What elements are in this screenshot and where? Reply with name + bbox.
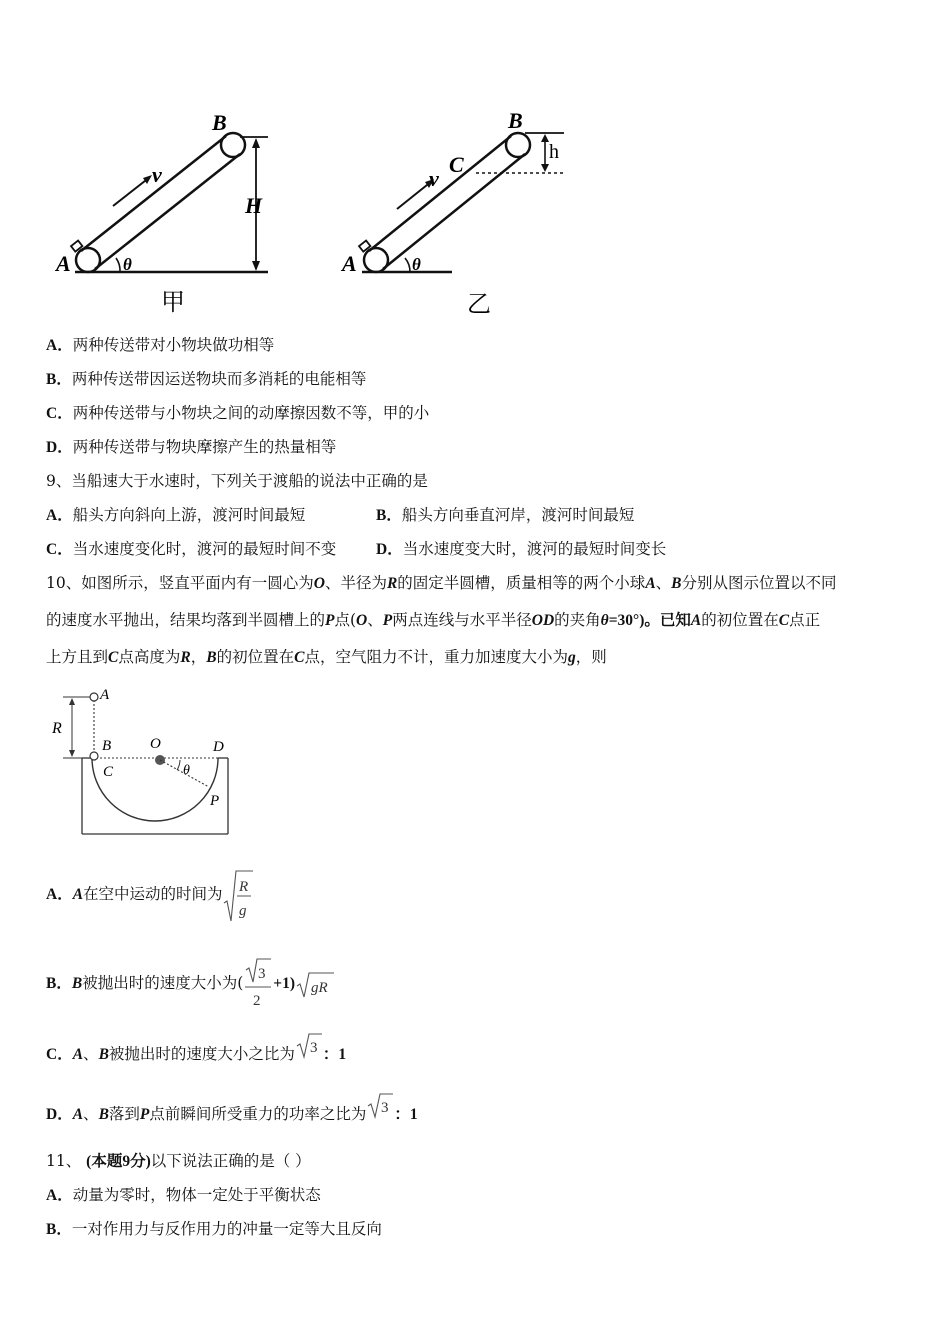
text: 分别从图示位置以不同 (681, 574, 837, 592)
text: 、 (367, 611, 383, 629)
option-letter: C． (46, 405, 73, 422)
q9-stem: 9、当船速大于水速时，下列关于渡船的说法中正确的是 (46, 472, 428, 490)
sqrt-3 (295, 1032, 323, 1077)
text: 两点连线与水平半径 (392, 611, 532, 629)
text: 、 (83, 1105, 99, 1123)
sqrt-3 (366, 1092, 394, 1137)
var: A (72, 886, 84, 903)
option-text: 两种传送带与小物块之间的动摩擦因数不等，甲的小 (72, 404, 430, 422)
sqrt-gr (295, 952, 335, 1016)
var: P (325, 612, 335, 629)
frac-num: 3 (258, 966, 266, 982)
q10-stem-line1 (46, 572, 837, 595)
rad-text: gR (311, 980, 328, 996)
fig-label-a: A (100, 687, 110, 703)
var: O (313, 575, 325, 592)
option-letter: C． (46, 541, 73, 558)
fig-label-p: P (210, 793, 220, 809)
option-letter: A． (46, 886, 73, 903)
label-h-jia: H (245, 193, 263, 218)
var: O (356, 612, 368, 629)
conveyor-yi (340, 108, 564, 318)
var: C (294, 649, 305, 666)
q10-option-d (46, 1092, 418, 1136)
option-letter: B． (46, 1221, 72, 1238)
q8-option-d (46, 436, 336, 459)
q10-stem-line2 (46, 609, 820, 632)
rad-text: 3 (309, 1040, 318, 1056)
label-small-h-yi: h (549, 141, 559, 163)
frac-den: g (238, 903, 247, 919)
q10-stem-line3 (46, 646, 607, 669)
label-b-jia: B (212, 110, 227, 135)
text: 、 (655, 574, 672, 592)
var: A (645, 575, 656, 592)
caption-yi: 乙 (467, 292, 491, 318)
text: 的固定半圆槽，质量相等的两个小球 (397, 574, 646, 592)
fig-label-d: D (213, 739, 224, 755)
option-text: 动量为零时，物体一定处于平衡状态 (72, 1186, 321, 1204)
label-c-yi: C (449, 152, 464, 177)
text: ：1 (322, 1046, 347, 1063)
q9-option-a (46, 504, 305, 527)
text: 的初位置在 (216, 648, 295, 666)
q10-option-c (46, 1032, 346, 1076)
var: θ (600, 612, 609, 629)
text: 点，空气阻力不计，重力加速度大小为 (304, 648, 568, 666)
text: +1) (273, 975, 295, 992)
var: OD (531, 612, 555, 629)
q10-option-b (46, 951, 335, 1015)
fig-label-r: R (52, 720, 62, 737)
fig-label-c: C (103, 764, 114, 780)
text: ：1 (394, 1106, 418, 1123)
option-text: 一对作用力与反作用力的冲量一定等大且反向 (71, 1220, 382, 1238)
q9-option-b (376, 504, 634, 527)
text: 点正 (789, 611, 821, 629)
question-number: 11、 (46, 1152, 82, 1170)
q9-option-c (46, 538, 336, 561)
label-a-yi: A (342, 251, 357, 276)
option-letter: A． (46, 1187, 73, 1204)
text: 点( (334, 611, 357, 629)
option-letter: D． (46, 1106, 73, 1123)
q11-option-a (46, 1184, 321, 1207)
text: 的夹角 (554, 611, 601, 629)
option-letter: B． (376, 507, 402, 524)
conveyor-figure (40, 100, 600, 325)
text: 、 (83, 1045, 99, 1063)
text: 、半径为 (324, 574, 387, 592)
option-text: 船头方向斜向上游，渡河时间最短 (72, 506, 306, 524)
question-points: (本题9分) (86, 1153, 151, 1170)
conveyor-jia (54, 110, 268, 316)
q10-option-a (46, 866, 253, 922)
var: A (690, 612, 702, 629)
label-b-yi: B (508, 108, 523, 133)
option-text: 被抛出时的速度大小之比为 (108, 1045, 295, 1063)
var: R (386, 575, 398, 592)
var: g (567, 649, 576, 666)
option-letter: A． (46, 507, 73, 524)
text: 的速度水平抛出，结果均落到半圆槽上的 (46, 611, 326, 629)
label-v-yi: v (429, 166, 439, 191)
option-letter: B． (46, 975, 72, 992)
caption-jia: 甲 (161, 290, 185, 316)
option-letter: A． (46, 337, 73, 354)
fig-label-o: O (150, 736, 161, 752)
q11-option-b (46, 1218, 382, 1241)
rad-text: 3 (381, 1100, 389, 1116)
label-theta-jia: θ (123, 255, 132, 274)
var: B (71, 975, 83, 992)
var: R (180, 649, 191, 666)
semicircle-figure (46, 684, 246, 840)
var: P (382, 612, 393, 629)
text: 的初位置在 (701, 611, 779, 629)
sqrt-r-over-g (223, 867, 253, 923)
var: B (206, 649, 217, 666)
fig-label-theta: θ (183, 763, 190, 778)
q9-option-d (376, 538, 666, 561)
var: B (98, 1106, 109, 1123)
label-a-jia: A (56, 251, 71, 276)
text: ， (190, 648, 207, 666)
option-letter: D． (376, 541, 403, 558)
frac-den: 2 (253, 993, 261, 1009)
q8-option-b (46, 368, 366, 391)
label-theta-yi: θ (412, 255, 421, 274)
label-v-jia: v (152, 162, 162, 187)
option-letter: C． (46, 1046, 73, 1063)
option-letter: B． (46, 371, 72, 388)
fig-label-b: B (102, 738, 112, 754)
option-text: 两种传送带对小物块做功相等 (72, 336, 275, 354)
option-text: 在空中运动的时间为 (83, 885, 223, 903)
q8-option-a (46, 334, 274, 357)
option-text: 两种传送带因运送物块而多消耗的电能相等 (71, 370, 367, 388)
var: B (98, 1046, 109, 1063)
text: 10、如图所示，竖直平面内有一圆心为 (46, 574, 314, 592)
option-text: 点前瞬间所受重力的功率之比为 (149, 1105, 367, 1123)
option-text: 被抛出时的速度大小为( (82, 974, 244, 992)
option-text: 两种传送带与物块摩擦产生的热量相等 (72, 438, 337, 456)
q8-option-c (46, 402, 429, 425)
text: 落到 (108, 1105, 140, 1123)
var: B (671, 575, 682, 592)
var: P (139, 1106, 150, 1123)
question-text: 以下说法正确的是（ ） (150, 1152, 311, 1170)
frac-num: R (238, 879, 248, 895)
frac-sqrt3-over-2 (243, 952, 273, 1016)
text: 点高度为 (118, 648, 181, 666)
text: =30°)。已知 (608, 612, 691, 629)
var: C (778, 612, 790, 629)
var: C (108, 649, 119, 666)
q11-stem (46, 1150, 311, 1173)
option-text: 船头方向垂直河岸，渡河时间最短 (401, 506, 635, 524)
option-text: 当水速度变化时，渡河的最短时间不变 (72, 540, 337, 558)
option-letter: D． (46, 439, 73, 456)
option-text: 当水速度变大时，渡河的最短时间变长 (402, 540, 667, 558)
text: ，则 (575, 648, 607, 666)
text: 上方且到 (46, 648, 109, 666)
var: A (72, 1106, 84, 1123)
var: A (72, 1046, 84, 1063)
